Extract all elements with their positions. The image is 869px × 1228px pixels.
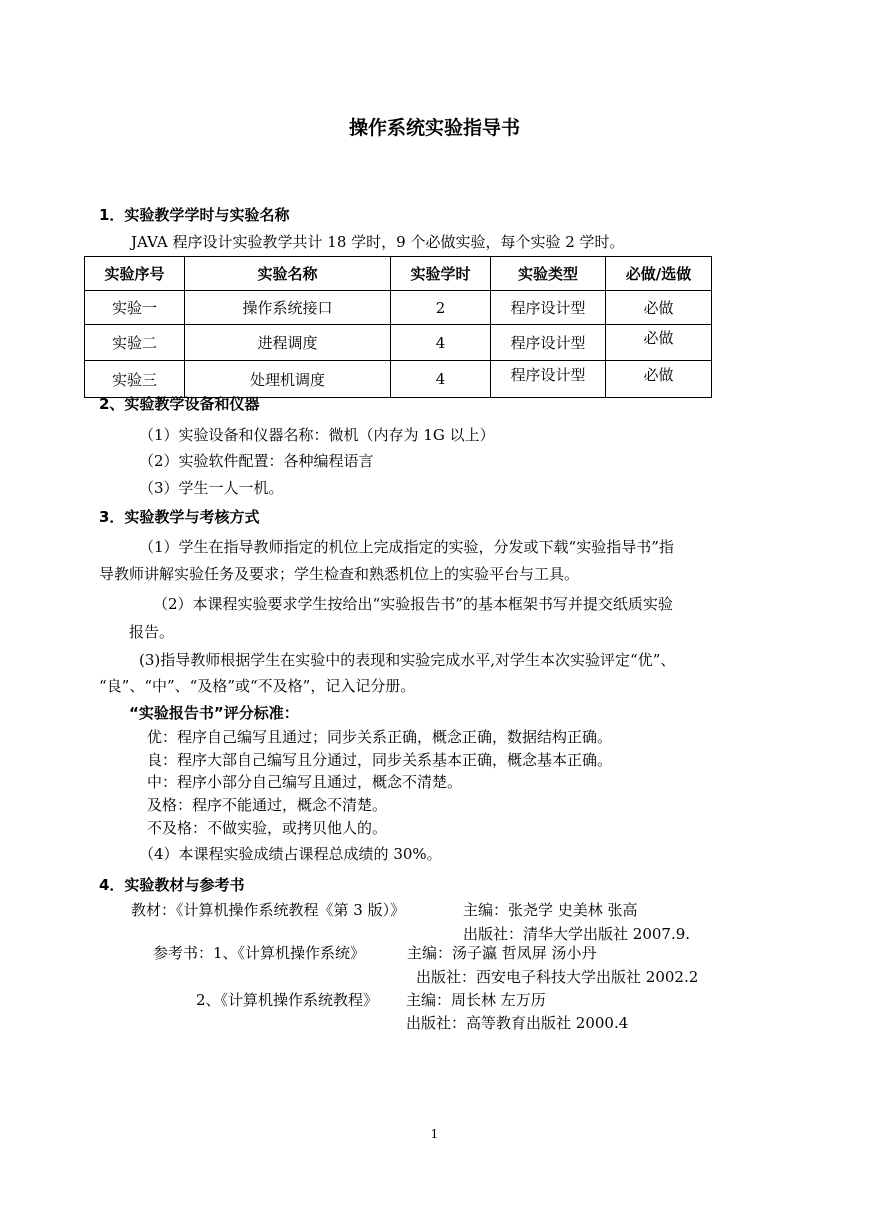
criteria-item: 及格：程序不能通过，概念不清楚。 [147, 796, 388, 814]
table-cell: 必做 [606, 361, 712, 398]
reference-2-editors: 主编：周长林 左万历 [406, 991, 546, 1009]
table-cell: 程序设计型 [491, 325, 606, 361]
table-cell: 程序设计型 [491, 361, 606, 398]
section-3-paragraph: 报告。 [129, 623, 175, 641]
reference-1-publisher: 出版社：西安电子科技大学出版社 2002.2 [416, 968, 699, 986]
table-header: 实验类型 [491, 257, 606, 291]
criteria-item: 良：程序大部自己编写且分通过，同步关系基本正确，概念基本正确。 [147, 751, 613, 769]
table-row [85, 291, 712, 325]
table-cell: 实验二 [85, 325, 185, 361]
criteria-item: 不及格：不做实验，或拷贝他人的。 [147, 819, 388, 837]
reference-1-title: 参考书：1、《计算机操作系统》 [153, 944, 366, 962]
textbook-publisher: 出版社：清华大学出版社 2007.9. [463, 925, 691, 943]
criteria-item: 优：程序自己编写且通过；同步关系正确，概念正确，数据结构正确。 [147, 728, 613, 746]
section-2-heading: 2、实验教学设备和仪器 [99, 395, 260, 413]
page-number: 1 [430, 1127, 439, 1141]
section-3-paragraph: （4）本课程实验成绩占课程总成绩的 30%。 [139, 845, 442, 863]
section-2-item: （2）实验软件配置：各种编程语言 [139, 452, 374, 470]
section-2-item: （3）学生一人一机。 [139, 479, 284, 497]
table-row [85, 325, 712, 361]
section-3-paragraph: （1）学生在指导教师指定的机位上完成指定的实验，分发或下载“实验指导书”指 [139, 538, 674, 556]
section-4-heading: 4．实验教材与参考书 [99, 876, 245, 894]
table-cell: 实验三 [85, 361, 185, 398]
reference-2-title: 2、《计算机操作系统教程》 [196, 991, 379, 1009]
table-header-row [85, 257, 712, 291]
experiment-table [84, 256, 712, 398]
table-cell: 必做 [606, 325, 712, 361]
table-cell: 4 [391, 361, 491, 398]
table-cell: 进程调度 [185, 325, 391, 361]
document-title: 操作系统实验指导书 [348, 117, 520, 139]
table-cell: 2 [391, 291, 491, 325]
table-row [85, 361, 712, 398]
textbook-editors: 主编：张尧学 史美林 张高 [463, 901, 638, 919]
criteria-item: 中：程序小部分自己编写且通过，概念不清楚。 [147, 773, 463, 791]
section-3-paragraph: “良”、“中”、“及格”或“不及格”，记入记分册。 [99, 677, 416, 695]
section-1-heading: 1．实验教学学时与实验名称 [99, 206, 290, 224]
section-2-item: （1）实验设备和仪器名称：微机（内存为 1G 以上） [139, 426, 495, 444]
table-header: 必做/选做 [606, 257, 712, 291]
table-cell: 程序设计型 [491, 291, 606, 325]
textbook-title: 教材：《计算机操作系统教程《第 3 版）》 [131, 901, 406, 919]
section-3-paragraph: （2）本课程实验要求学生按给出“实验报告书”的基本框架书写并提交纸质实验 [153, 595, 673, 613]
table-header: 实验序号 [85, 257, 185, 291]
table-header: 实验名称 [185, 257, 391, 291]
reference-2-publisher: 出版社：高等教育出版社 2000.4 [406, 1014, 629, 1032]
section-3-paragraph: (3)指导教师根据学生在实验中的表现和实验完成水平,对学生本次实验评定“优”、 [139, 651, 676, 669]
table-cell: 实验一 [85, 291, 185, 325]
criteria-heading: “实验报告书”评分标准： [129, 704, 299, 722]
table-cell: 处理机调度 [185, 361, 391, 398]
reference-1-editors: 主编：汤子瀛 哲凤屏 汤小丹 [407, 944, 597, 962]
section-3-heading: 3．实验教学与考核方式 [99, 508, 260, 526]
table-cell: 4 [391, 325, 491, 361]
section-1-intro: JAVA 程序设计实验教学共计 18 学时，9 个必做实验，每个实验 2 学时。 [131, 233, 625, 251]
table-header: 实验学时 [391, 257, 491, 291]
section-3-paragraph: 导教师讲解实验任务及要求；学生检查和熟悉机位上的实验平台与工具。 [99, 565, 580, 583]
table-cell: 操作系统接口 [185, 291, 391, 325]
table-cell: 必做 [606, 291, 712, 325]
